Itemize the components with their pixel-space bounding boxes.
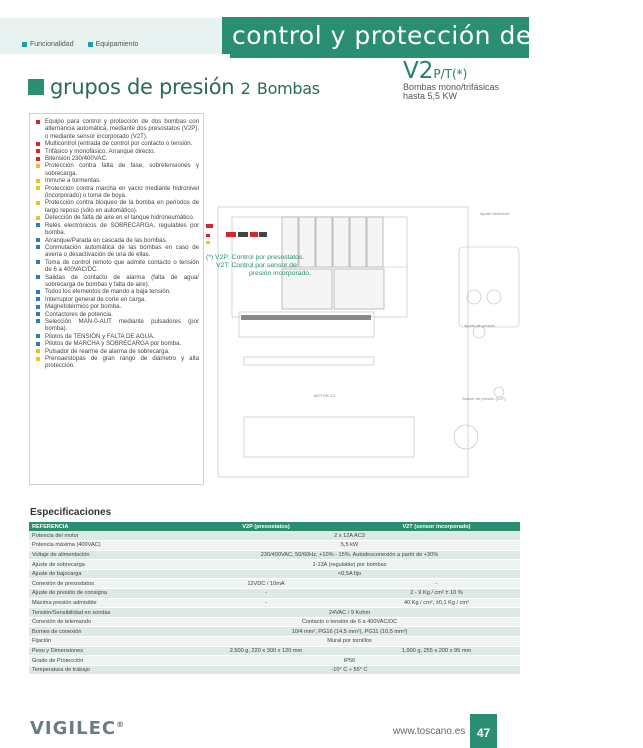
square-bullet-icon	[36, 223, 40, 227]
table-row	[29, 560, 520, 570]
square-bullet-icon	[36, 142, 40, 146]
feature-item: Equipo para control y protección de dos bombas con alternancia automática, mediante dos presostatos (V2P), o mediante sensor incorporado (V2T).	[36, 118, 199, 140]
feature-item: Inmune a tormentas.	[36, 177, 199, 184]
feature-item: Selección MAN-0-AUT mediante pulsadores (por bomba).	[36, 318, 199, 333]
square-bullet-icon	[36, 312, 40, 316]
spec-value: 1.900 g, 255 x 200 x 95 mm	[353, 646, 520, 656]
top-bar-band	[0, 18, 230, 54]
feature-item: Trifásico y monofásico. Arranque directo.	[36, 148, 199, 155]
feature-item: Prensaestopas de gran rango de diámetro y alta protección.	[36, 355, 199, 370]
square-bullet-icon	[22, 42, 27, 47]
spec-value: 12VDC / 10mA	[179, 579, 353, 589]
spec-value: 10/4 mm², PG16 (14,5 mm²), PG11 (10,5 mm²)	[179, 627, 520, 637]
feature-item: Interruptor general de corte en carga.	[36, 296, 199, 303]
feature-item: Conmutación automática de las bombas en caso de avería o desactivación de una de ellas.	[36, 244, 199, 259]
square-bullet-icon	[36, 275, 40, 279]
spec-value: IP56	[179, 656, 520, 666]
spec-value: 1-13A (regulable) por bombas	[179, 560, 520, 570]
spec-value: -	[179, 598, 353, 608]
table-row	[29, 608, 520, 618]
spec-value: 2 x 12A AC3	[179, 531, 520, 541]
square-bullet-icon	[36, 349, 40, 353]
feature-item: Protección contra marcha en vacío mediante hidronivel (incorporado) o toma de boya.	[36, 185, 199, 200]
spec-label: Conexión de telemando	[29, 617, 179, 627]
table-row	[29, 541, 520, 551]
square-bullet-icon	[36, 157, 40, 161]
table-row	[29, 531, 520, 541]
table-row	[29, 637, 520, 647]
square-bullet-icon	[36, 164, 40, 168]
square-bullet-icon	[36, 120, 40, 124]
model-code: V2P/T(*)	[403, 58, 468, 84]
section-unit: Bombas	[256, 79, 320, 98]
feature-item: Arranque/Parada en cascada de las bombas.	[36, 237, 199, 244]
feature-item: Toma de control remoto que admite contacto o tensión de 6 a 400VAC/DC.	[36, 259, 199, 274]
specs-header-v2p: V2P (presostatos)	[179, 522, 353, 531]
model-desc-1: Bombas mono/trifásicas	[403, 82, 500, 92]
spec-value: 2 - 9 Kg / cm² ± 10 %	[353, 589, 520, 599]
feature-item: Protección contra falta de fase, sobretensiones y sobrecarga.	[36, 162, 199, 177]
spec-label: Bornes de conexión	[29, 627, 179, 637]
top-bar	[0, 0, 643, 60]
spec-label: Grado de Protección	[29, 656, 179, 666]
section-count: 2	[240, 79, 251, 98]
table-row	[29, 646, 520, 656]
section-title-text: grupos de presión	[50, 75, 235, 99]
table-row	[29, 569, 520, 579]
spec-value: 40 Kg / cm², ±0,1 Kg / cm²	[353, 598, 520, 608]
table-row	[29, 656, 520, 666]
spec-label: Temperatura de trabajo	[29, 665, 179, 675]
feature-item: Multicontrol (entrada de control por contacto o tensión.	[36, 140, 199, 147]
spec-value: Mural por tornillos	[179, 637, 520, 647]
diagram-note-3: presión incorporado.	[249, 270, 311, 277]
model-block	[403, 58, 523, 102]
square-bullet-icon	[36, 216, 40, 220]
table-row	[29, 589, 520, 599]
feature-item: Pilotos de MARCHA y SOBRECARGA por bomba.	[36, 340, 199, 347]
spec-label: Ajuste de sobrecarga	[29, 560, 179, 570]
specs-title: Especificaciones	[30, 507, 112, 518]
feature-item: Protección contra bloqueo de la bomba en períodos de largo reposo (sólo en automático).	[36, 199, 199, 214]
spec-label: Potencia máxima (400VAC)	[29, 541, 179, 551]
square-bullet-icon	[36, 297, 40, 301]
footer-url[interactable]: www.toscano.es	[393, 726, 466, 737]
spec-label: Peso y Dimensiones	[29, 646, 179, 656]
feature-item: Salidas de contacto de alarma (falta de agua/ sobrecarga de bombas y falta de aire).	[36, 274, 199, 289]
square-bullet-icon	[36, 238, 40, 242]
spec-value: <0,5A fijo	[179, 569, 520, 579]
square-bullet-icon	[36, 290, 40, 294]
spec-value: 24VAC / 9 Kohm	[179, 608, 520, 618]
square-bullet-icon	[36, 260, 40, 264]
table-row	[29, 627, 520, 637]
table-row	[29, 665, 520, 675]
breadcrumb-item[interactable]: Funcionalidad	[22, 41, 74, 48]
feature-item: Pulsador de rearme de alarma de sobrecarga.	[36, 348, 199, 355]
features-box	[29, 113, 204, 485]
table-row	[29, 598, 520, 608]
feature-list	[36, 118, 199, 370]
spec-value: -10° C ÷ 55° C	[179, 665, 520, 675]
feature-item: Todos los elementos de mando a baja tensión.	[36, 288, 199, 295]
spec-label: Voltaje de alimentación	[29, 550, 179, 560]
label-nivel: Ajuste hidronivel	[480, 211, 510, 216]
diagram-note-2: V2T: Control por sensor de	[216, 262, 297, 269]
feature-item: Magnetotérmico por bomba.	[36, 303, 199, 310]
label-motor: MOTOR 1/2	[314, 393, 336, 398]
spec-value: 230/400VAC, 50/60Hz, +10% - 15%. Autodesconexión a partir de +30%	[179, 550, 520, 560]
spec-label: Máxima presión admisible	[29, 598, 179, 608]
table-row	[29, 550, 520, 560]
feature-item: Pilotos de TENSIÓN y FALTA DE AGUA.	[36, 333, 199, 340]
square-bullet-icon	[36, 334, 40, 338]
spec-label: Ajuste de presión de consigna	[29, 589, 179, 599]
specs-header-v2t: V2T (sensor incorporado)	[353, 522, 520, 531]
header-title: control y protección de bombas	[222, 17, 529, 54]
spec-value: 5,5 kW	[179, 541, 520, 551]
square-bullet-icon	[36, 179, 40, 183]
section-square-icon	[28, 79, 44, 95]
square-bullet-icon	[36, 149, 40, 153]
model-desc-2: hasta 5,5 KW	[403, 91, 458, 101]
specs-table	[29, 522, 520, 675]
specs-body	[29, 531, 520, 675]
square-bullet-icon	[36, 245, 40, 249]
breadcrumb-item[interactable]: Equipamiento	[88, 41, 139, 48]
feature-item: Relés electrónicos de SOBRECARGA, regulables por bomba.	[36, 222, 199, 237]
section-title	[28, 75, 320, 99]
breadcrumb	[22, 41, 138, 48]
spec-value: -	[353, 579, 520, 589]
square-bullet-icon	[88, 42, 93, 47]
feature-item: Bitensión 230/400VAC.	[36, 155, 199, 162]
square-bullet-icon	[36, 305, 40, 309]
spec-value: Contacto o tensión de 6 a 400VAC/DC	[179, 617, 520, 627]
label-sensor: Sensor de presión (V2T)	[462, 396, 506, 401]
label-ajuste: Ajuste de presión	[464, 323, 495, 328]
spec-value: 2.500 g, 220 x 300 x 120 mm	[179, 646, 353, 656]
brand-logo: VIGILEC®	[30, 718, 126, 739]
control-panel-diagram	[204, 197, 524, 487]
square-bullet-icon	[36, 186, 40, 190]
square-bullet-icon	[36, 342, 40, 346]
specs-header-ref: REFERENCIA	[29, 522, 179, 531]
page-number: 47	[470, 714, 497, 748]
table-row	[29, 579, 520, 589]
square-bullet-icon	[36, 201, 40, 205]
spec-label: Tensión/Sensibilidad en sondas	[29, 608, 179, 618]
feature-item: Detección de falta de aire en el tanque hidroneumático.	[36, 214, 199, 221]
spec-label: Potencia del motor	[29, 531, 179, 541]
square-bullet-icon	[36, 357, 40, 361]
square-bullet-icon	[36, 319, 40, 323]
spec-value: -	[179, 589, 353, 599]
spec-label: Fijación	[29, 637, 179, 647]
feature-item: Contactores de potencia.	[36, 311, 199, 318]
spec-label: Conexión de presostatos	[29, 579, 179, 589]
table-row	[29, 617, 520, 627]
diagram-note-1: (*) V2P: Control por presostatos.	[206, 254, 305, 261]
spec-label: Ajuste de bajocarga	[29, 569, 179, 579]
